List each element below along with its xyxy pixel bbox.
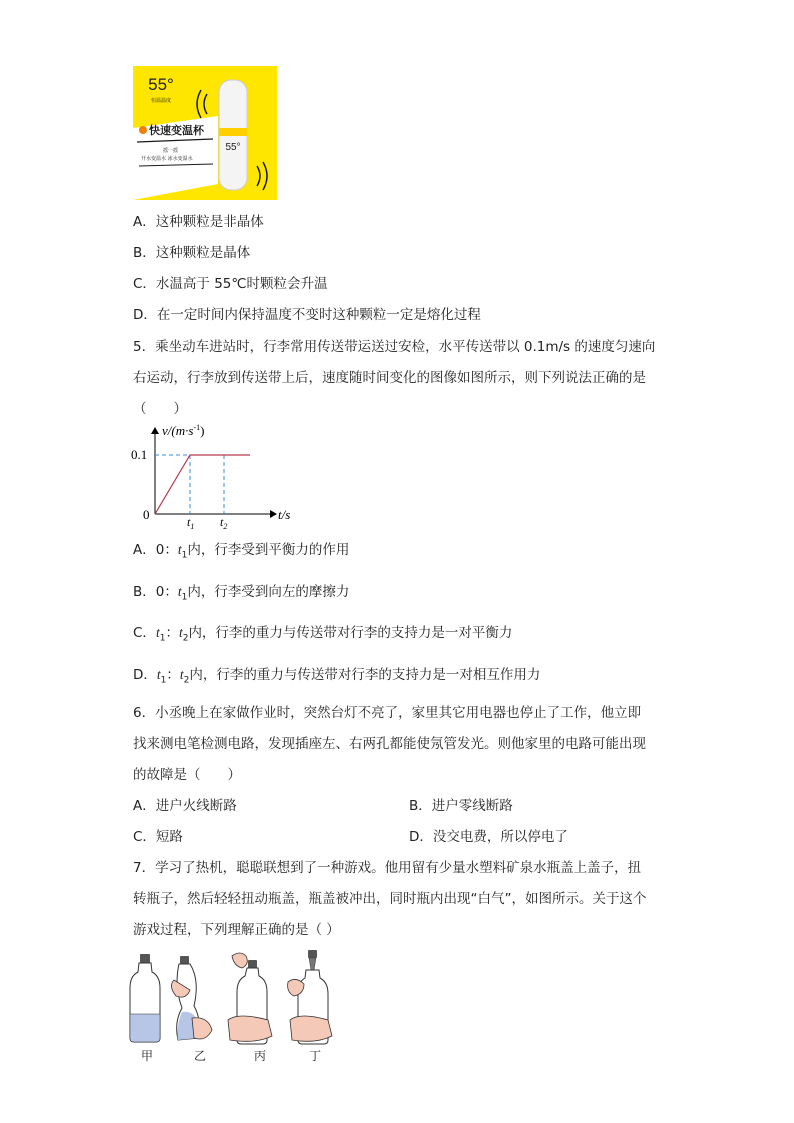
t1-label: t: [187, 515, 191, 529]
label-jia: 甲: [141, 1049, 154, 1063]
q7-stem-line-2: 转瓶子，然后轻轻扭动瓶盖，瓶盖被冲出，同时瓶内出现“白气”，如图所示。关于这个: [133, 891, 647, 907]
y-axis-close: ): [200, 423, 205, 438]
label-ding: 丁: [309, 1049, 322, 1063]
q4-option-c: C．水温高于 55℃时颗粒会升温: [133, 276, 328, 292]
t2-label: t: [220, 515, 224, 529]
label-yi: 乙: [194, 1049, 207, 1063]
q4-option-a: A．这种颗粒是非晶体: [133, 214, 264, 230]
sub-line-2: 开水变温水 冰水变温水: [141, 156, 193, 162]
q6-stem-line-1: 6．小丞晚上在家做作业时，突然台灯不亮了，家里其它用电器也停止了工作，他立即: [133, 705, 642, 721]
bottle-jia: [130, 954, 160, 1042]
svg-text:t2: [220, 515, 227, 531]
svg-text:v/(m·s-1): [162, 423, 204, 438]
badge-number: 55°: [148, 75, 174, 94]
y-axis-sup: -1: [193, 423, 201, 432]
y-tick-0-1: 0.1: [131, 447, 148, 462]
q7-stem-line-1: 7．学习了热机，聪聪联想到了一种游戏。他用留有少量水塑料矿泉水瓶盖上盖子，扭: [133, 860, 642, 876]
cup-label: 55°: [225, 142, 241, 153]
bottle-bing: [228, 953, 272, 1044]
q5-option-a: A．0：$t_1$内，行李受到平衡力的作用: [133, 542, 350, 561]
badge-sub: 恒温温度: [150, 98, 172, 104]
velocity-time-graph: [128, 420, 308, 532]
q5-option-c: C．$t_1$：$t_2$内，行李的重力与传送带对行李的支持力是一对平衡力: [133, 625, 513, 644]
slogan: 快速变温杯: [149, 124, 204, 137]
q6-option-c: C．短路: [133, 829, 183, 845]
q6-option-b: B．进户零线断路: [409, 798, 513, 814]
svg-text:t1: [187, 515, 194, 531]
q6-option-d: D．没交电费，所以停电了: [409, 829, 568, 845]
velocity-line: [155, 455, 250, 514]
q4-option-b: B．这种颗粒是晶体: [133, 245, 251, 261]
q5-option-d: D．$t_1$：$t_2$内，行李的重力与传送带对行李的支持力是一对相互作用力: [133, 667, 541, 686]
sub-line-1: 摇一摇: [163, 148, 179, 154]
q5-option-b: B．0：$t_1$内，行李受到向左的摩擦力: [133, 584, 350, 603]
origin-label: 0: [143, 507, 150, 522]
cup-advert-image: [133, 66, 277, 200]
q7-stem-line-3: 游戏过程，下列理解正确的是（ ）: [133, 922, 340, 938]
q4-option-d: D．在一定时间内保持温度不变时这种颗粒一定是熔化过程: [133, 307, 481, 323]
y-axis-label: v/(m·s: [162, 423, 194, 438]
t2-sub: 2: [223, 522, 228, 531]
q6-stem-line-3: 的故障是（ ）: [133, 767, 241, 783]
t1-sub: 1: [190, 522, 195, 531]
q6-option-a: A．进户火线断路: [133, 798, 237, 814]
bottle-ding: [288, 950, 332, 1044]
q5-stem-line-2: 右运动，行李放到传送带上后，速度随时间变化的图像如图所示，则下列说法正确的是: [133, 370, 646, 386]
bottle-game-figure: [128, 950, 338, 1065]
label-bing: 丙: [254, 1049, 267, 1063]
q6-stem-line-2: 找来测电笔检测电路，发现插座左、右两孔都能使氖管发光。则他家里的电路可能出现: [133, 736, 646, 752]
x-axis-label: t/s: [278, 507, 291, 522]
bottle-yi: [171, 956, 212, 1040]
q5-stem-line-3: （ ）: [133, 401, 187, 417]
q5-stem-line-1: 5．乘坐动车进站时，行李常用传送带运送过安检，水平传送带以 0.1m/s 的速度匀速向: [133, 339, 656, 355]
